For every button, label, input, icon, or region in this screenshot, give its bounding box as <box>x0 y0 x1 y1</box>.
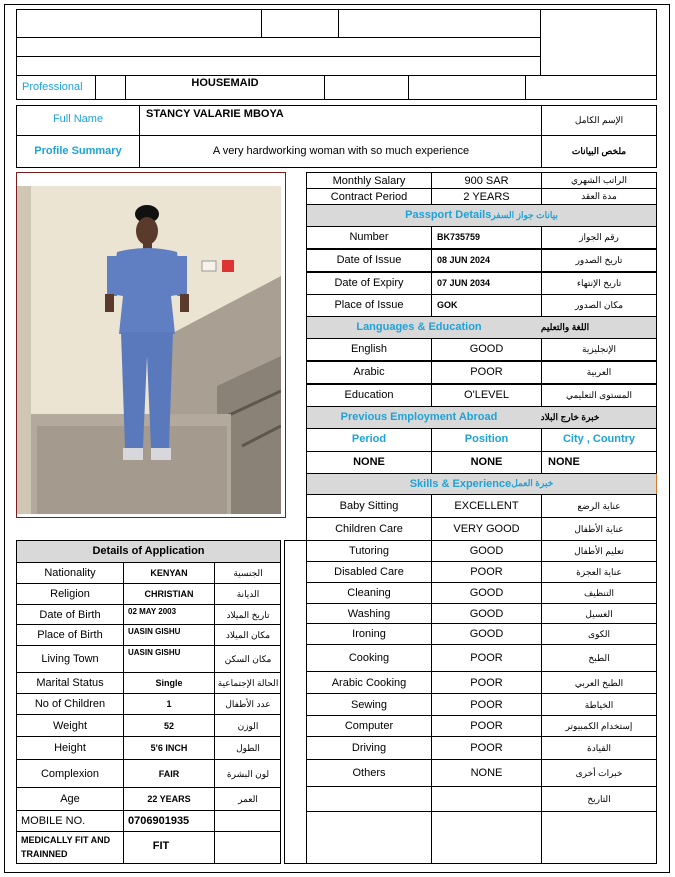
passport-ar: تاريخ الإنتهاء <box>576 277 622 288</box>
skill-ar: التاريخ <box>587 793 611 804</box>
skill-value: VERY GOOD <box>453 523 520 535</box>
application-label: Height <box>54 742 86 754</box>
cell <box>95 75 126 100</box>
passport-title-ar: بيانات جواز السفر <box>491 209 558 220</box>
skill-value: POOR <box>470 742 503 754</box>
skill-label: Arabic Cooking <box>331 677 407 689</box>
summary-ar: ملخص البيانات <box>571 145 627 156</box>
language-value: GOOD <box>469 343 504 355</box>
language-label: Education <box>344 389 394 401</box>
skill-ar: التنظيف <box>583 587 615 598</box>
profession-value: HOUSEMAID <box>191 77 259 89</box>
passport-label: Place of Issue <box>334 299 404 311</box>
medical-value: FIT <box>152 840 170 852</box>
application-value: CHRISTIAN <box>144 589 194 599</box>
period-label: Contract Period <box>330 190 408 203</box>
application-label: Place of Birth <box>37 629 103 641</box>
passport-title-en: Passport Details <box>405 209 492 221</box>
application-ar: لون البشرة <box>226 768 270 779</box>
application-label: Religion <box>50 588 90 600</box>
skill-ar: الغسيل <box>585 608 613 619</box>
medical-label: MEDICALLY FIT AND TRAINNED <box>21 835 111 859</box>
skill-label: Others <box>352 767 386 779</box>
application-label: Date of Birth <box>39 609 101 621</box>
summary-label: Profile Summary <box>34 145 122 157</box>
skills-title-ar: خبرة العمل <box>511 478 554 488</box>
passport-label: Date of Issue <box>336 254 402 266</box>
passport-title <box>306 206 657 224</box>
skill-ar: الكوى <box>588 628 610 639</box>
application-label: Complexion <box>40 768 100 780</box>
skill-value: GOOD <box>469 587 504 599</box>
application-value: 22 YEARS <box>147 794 191 804</box>
period-ar: مدة العقد <box>581 191 617 201</box>
employment-position: NONE <box>470 456 503 468</box>
application-ar: مكان الميلاد <box>225 629 271 640</box>
header-cell <box>16 37 541 57</box>
skill-value <box>432 791 541 807</box>
header-cell <box>16 56 541 76</box>
salary-value: 900 SAR <box>464 174 509 187</box>
application-label: No of Children <box>34 698 106 710</box>
cell <box>306 811 432 864</box>
skill-label: Driving <box>351 742 387 754</box>
skill-value: GOOD <box>469 608 504 620</box>
skill-label: Washing <box>347 608 391 620</box>
skills-title <box>306 475 657 492</box>
passport-label: Number <box>349 231 389 243</box>
skill-label: Computer <box>344 720 394 732</box>
passport-ar: مكان الصدور <box>574 299 624 310</box>
skill-label: Ironing <box>352 628 386 640</box>
period-value: 2 YEARS <box>463 190 510 203</box>
application-label: Age <box>60 793 80 805</box>
application-label: Nationality <box>44 567 96 579</box>
full-name-value: STANCY VALARIE MBOYA <box>146 108 284 120</box>
skill-value: GOOD <box>469 628 504 640</box>
skill-value: POOR <box>470 652 503 664</box>
language-value: POOR <box>470 366 503 378</box>
header-cell <box>16 9 262 38</box>
application-value: 52 <box>163 721 174 731</box>
mobile-value: 0706901935 <box>128 815 190 827</box>
application-ar: تاريخ الميلاد <box>226 609 270 620</box>
mobile-label: MOBILE NO. <box>21 815 86 827</box>
skill-value: POOR <box>470 677 503 689</box>
skill-label: Children Care <box>335 523 403 535</box>
cell <box>324 75 409 100</box>
application-ar: مكان السكن <box>224 653 272 664</box>
passport-label: Date of Expiry <box>334 277 404 289</box>
skill-ar: الطبخ العربي <box>574 677 624 688</box>
skill-value: POOR <box>470 699 503 711</box>
header-cell <box>261 9 339 38</box>
application-value: UASIN GISHU <box>128 647 181 657</box>
languages-title-en: Languages & Education <box>356 321 482 333</box>
skill-ar: إستخدام الكمبيوتر <box>565 720 633 731</box>
application-ar: الحالة الإجتماعية <box>217 677 279 688</box>
application-value: UASIN GISHU <box>128 626 181 636</box>
skills-title-en: Skills & Experience <box>409 477 512 490</box>
cell <box>431 811 542 864</box>
application-label: Marital Status <box>36 677 104 689</box>
salary-ar: الراتب الشهري <box>571 175 627 185</box>
application-ar: العمر <box>238 793 258 804</box>
full-name-label: Full Name <box>52 113 104 125</box>
language-label: English <box>350 343 388 355</box>
skill-ar: خبرات أخرى <box>575 767 623 778</box>
skill-value: NONE <box>470 767 503 779</box>
passport-ar: تاريخ الصدور <box>575 254 623 265</box>
employment-period: NONE <box>353 456 385 468</box>
skill-value: POOR <box>470 720 503 732</box>
application-ar: الجنسية <box>233 567 263 578</box>
employment-title-ar: خبرة خارج البلاد <box>540 411 600 422</box>
application-ar: عدد الأطفال <box>225 698 271 709</box>
application-ar: الوزن <box>237 720 259 731</box>
languages-title-ar: اللغة والتعليم <box>540 321 590 332</box>
skill-label: Sewing <box>350 699 388 711</box>
skill-label: Disabled Care <box>334 566 404 578</box>
skill-label: Cooking <box>348 652 390 664</box>
skill-ar: عناية العجزة <box>576 566 622 577</box>
skill-ar: عناية الرضع <box>577 500 621 511</box>
spacer-column <box>284 540 307 864</box>
application-value: 02 MAY 2003 <box>128 606 177 616</box>
summary-value: A very hardworking woman with so much experience <box>212 145 470 157</box>
application-title: Details of Application <box>92 545 205 557</box>
application-label: Weight <box>52 720 88 732</box>
language-label: Arabic <box>353 366 385 378</box>
skill-ar: الخياطة <box>584 699 614 710</box>
employment-title-en: Previous Employment Abroad <box>340 411 498 423</box>
skill-value: EXCELLENT <box>454 500 519 512</box>
application-value: 5'6 INCH <box>150 743 188 753</box>
passport-ar: رقم الجواز <box>579 231 619 242</box>
full-name-ar: الإسم الكامل <box>574 114 624 125</box>
language-value: O'LEVEL <box>464 389 509 401</box>
skill-ar: الطبخ <box>588 652 610 663</box>
skill-label: Tutoring <box>349 545 389 557</box>
candidate-photo <box>17 186 281 514</box>
application-value: FAIR <box>158 769 180 779</box>
skill-label: Cleaning <box>347 587 391 599</box>
skill-ar: القيادة <box>587 742 611 753</box>
application-ar: الطول <box>236 742 260 753</box>
header-cell <box>338 9 541 38</box>
language-ar: الإنجليزية <box>582 343 616 354</box>
salary-label: Monthly Salary <box>332 174 406 187</box>
skill-ar: تعليم الأطفال <box>574 545 624 556</box>
passport-value: 07 JUN 2034 <box>437 278 491 288</box>
employment-col-city: City , Country <box>562 433 636 445</box>
language-ar: المستوى التعليمي <box>565 389 633 400</box>
skill-value: POOR <box>470 566 503 578</box>
skill-value: GOOD <box>469 545 504 557</box>
skill-label: Baby Sitting <box>339 500 399 512</box>
employment-city: NONE <box>548 456 580 468</box>
passport-value: GOK <box>437 300 458 310</box>
logo-box <box>540 9 657 76</box>
passport-value: 08 JUN 2024 <box>437 255 491 265</box>
application-label: Living Town <box>41 653 99 665</box>
employment-col-position: Position <box>464 433 509 445</box>
application-ar: الديانة <box>236 588 260 599</box>
cell <box>408 75 526 100</box>
profession-label: Professional <box>22 81 83 93</box>
skill-ar: عناية الأطفال <box>574 523 624 534</box>
employment-col-period: Period <box>351 433 387 445</box>
application-value: KENYAN <box>150 568 188 578</box>
application-value: Single <box>155 678 183 688</box>
passport-value: BK735759 <box>437 232 481 242</box>
language-ar: العربية <box>586 366 612 377</box>
application-value: 1 <box>166 699 172 709</box>
skill-label <box>307 791 431 807</box>
